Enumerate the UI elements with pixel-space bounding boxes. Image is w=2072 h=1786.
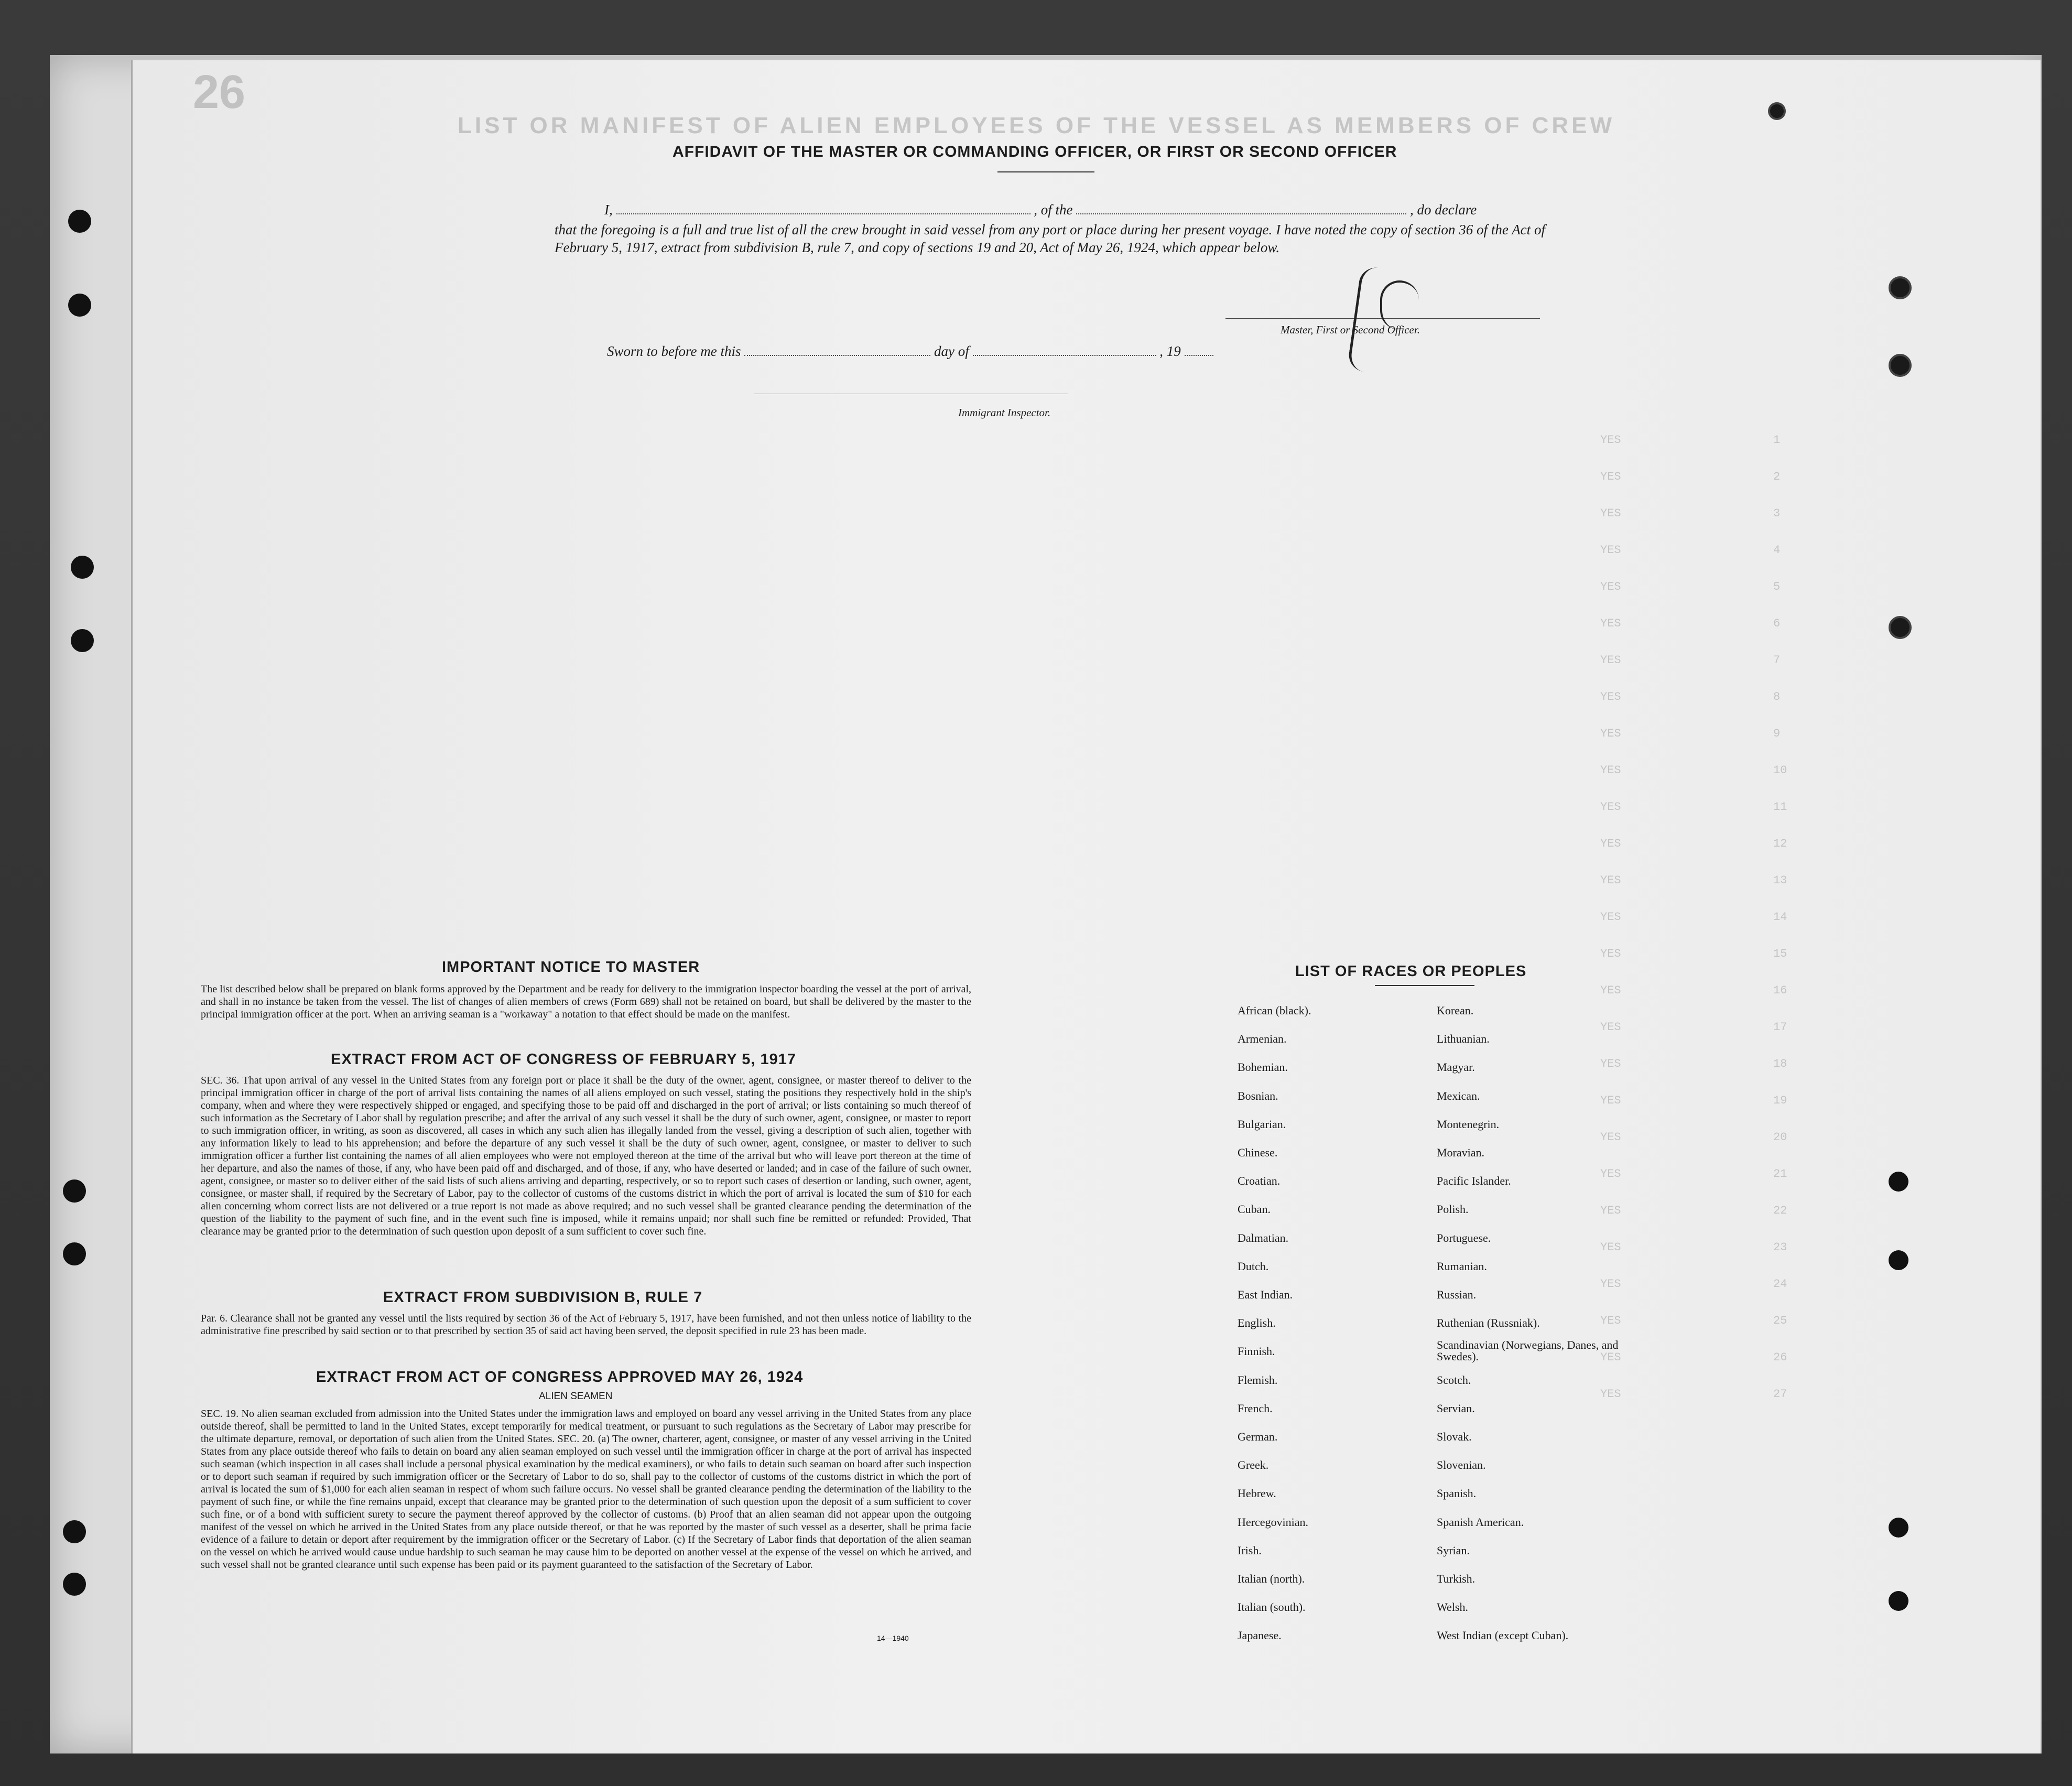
- race-item: Spanish.: [1437, 1487, 1477, 1500]
- race-item: Korean.: [1437, 1004, 1474, 1017]
- form-number: 14—1940: [877, 1634, 909, 1642]
- race-item: Slovenian.: [1437, 1458, 1486, 1472]
- page-hole: [1889, 1172, 1908, 1192]
- race-item: Chinese.: [1238, 1146, 1278, 1159]
- races-title: LIST OF RACES OR PEOPLES: [1295, 963, 1527, 980]
- binder-hole: [71, 629, 94, 652]
- race-item: Japanese.: [1238, 1629, 1282, 1642]
- declarant-name-field[interactable]: [616, 203, 1030, 214]
- extract-1917-text: SEC. 36. That upon arrival of any vessel in the United States from any foreign port or place it shall be the duty of the owner, agent, consignee, or master thereof to deliver to the principal immigration officer in charge of the port of arrival lists containing the names of all aliens employed on such vessel, stating the positions they respectively hold in the ship's company, when and where they were respectively shipped or engaged, and specifying those to be paid off and discharged in the port of arrival; or lists containing so much thereof of such information as the Secretary of Labor shall by regulation prescribe; and after the arrival of any such vessel it shall be the duty of such owner, agent, consignee, or master to report to such immigration officer, in writing, as soon as discovered, all cases in which any such alien has illegally landed from the vessel, giving a description of such alien, together with any information likely to lead to his apprehension; and before the departure of any such vessel it shall be the duty of such owner, agent, consignee, or master to deliver to such immigration officer a further list containing the names of all alien employees who were not employed thereon at the time of the arrival but who will leave port thereon at the time of her departure, and also the names of those, if any, who have been paid off and discharged, and of those, if any, who have deserted or landed; and in case of the failure of such owner, agent, consignee, or master so to deliver either of the said lists of such aliens arriving and departing, respectively, or so to report such cases of desertion or landing, such owner, agent, consignee, or master shall, if required by the Secretary of Labor, pay to the collector of customs of the customs district in which the port of arrival is located the sum of $10 for each alien concerning whom correct lists are not delivered or a true report is not made as above required; and no such vessel shall be granted clearance pending the determination of the question of the liability to the payment of such fine, and in the event such fine is imposed, while it remains unpaid; nor shall such fine be remitted or refunded: Provided, That clearance may be granted prior to the determination of such question upon deposit of a sum sufficient to cover such fine.: [201, 1075, 971, 1237]
- race-item: Montenegrin.: [1437, 1117, 1500, 1131]
- ghost-page-number: 26: [193, 66, 246, 118]
- race-item: Hebrew.: [1238, 1487, 1276, 1500]
- race-item: Polish.: [1437, 1203, 1469, 1216]
- race-item: Servian.: [1437, 1401, 1475, 1415]
- race-item: Bulgarian.: [1238, 1117, 1286, 1131]
- notice-title: IMPORTANT NOTICE TO MASTER: [442, 959, 700, 976]
- sworn-line: [607, 343, 1213, 360]
- race-item: Croatian.: [1238, 1174, 1281, 1188]
- race-item: Lithuanian.: [1437, 1032, 1490, 1046]
- page-hole: [1889, 1250, 1908, 1270]
- page-hole: [1889, 276, 1912, 299]
- race-item: Slovak.: [1437, 1430, 1472, 1443]
- page-hole: [1889, 1518, 1908, 1538]
- declaration-line: [604, 202, 1477, 218]
- race-item: German.: [1238, 1430, 1278, 1443]
- master-signature: [1380, 280, 1419, 330]
- sworn-label: Sworn to before me this: [607, 343, 741, 359]
- binder-hole: [63, 1520, 86, 1543]
- race-item: Italian (north).: [1238, 1572, 1305, 1585]
- manifest-page: [131, 60, 2041, 1753]
- race-item: Pacific Islander.: [1437, 1174, 1511, 1188]
- of-the-label: , of the: [1034, 202, 1073, 218]
- race-item: Italian (south).: [1238, 1600, 1306, 1614]
- affidavit-title: AFFIDAVIT OF THE MASTER OR COMMANDING OFFICER, OR FIRST OR SECOND OFFICER: [672, 143, 1397, 160]
- page-hole: [1889, 616, 1912, 639]
- binder-hole: [63, 1573, 86, 1596]
- ghost-rows: 1 2 3 4 5 6 7 8 9 10 11 12 13 14 15 16 17 18 19 20 21 22 23 24 25 26 27: [1773, 434, 1787, 1401]
- race-item: Hercegovinian.: [1238, 1515, 1308, 1529]
- race-item: Moravian.: [1437, 1146, 1485, 1159]
- race-item: Mexican.: [1437, 1089, 1480, 1102]
- race-item: Bohemian.: [1238, 1060, 1288, 1074]
- race-item: Welsh.: [1437, 1600, 1468, 1614]
- page-hole: [1889, 354, 1912, 377]
- race-item: Dutch.: [1238, 1259, 1269, 1273]
- ghost-header: LIST OR MANIFEST OF ALIEN EMPLOYEES OF THE VESSEL AS MEMBERS OF CREW: [458, 113, 1615, 138]
- race-item: Portuguese.: [1437, 1231, 1491, 1244]
- race-item: Irish.: [1238, 1543, 1262, 1557]
- binder-hole: [68, 210, 91, 233]
- binder-hole: [68, 294, 91, 317]
- page-hole: [1768, 102, 1786, 120]
- race-item: African (black).: [1238, 1004, 1311, 1017]
- race-item: Scandinavian (Norwegians, Danes, and Swedes).: [1437, 1338, 1619, 1363]
- race-item: Spanish American.: [1437, 1515, 1524, 1529]
- alien-seamen-subtitle: ALIEN SEAMEN: [539, 1391, 613, 1402]
- race-item: East Indian.: [1238, 1288, 1293, 1301]
- race-item: Rumanian.: [1437, 1259, 1487, 1273]
- race-item: Scotch.: [1437, 1373, 1471, 1387]
- race-item: Cuban.: [1238, 1203, 1271, 1216]
- race-item: West Indian (except Cuban).: [1437, 1629, 1569, 1642]
- race-item: Greek.: [1238, 1458, 1269, 1472]
- race-item: Flemish.: [1238, 1373, 1278, 1387]
- pencil-note: [1820, 1604, 1856, 1633]
- declarant-label: I,: [604, 202, 613, 218]
- race-item: Ruthenian (Russniak).: [1437, 1316, 1540, 1330]
- race-item: French.: [1238, 1401, 1273, 1415]
- race-item: Dalmatian.: [1238, 1231, 1289, 1244]
- race-item: Bosnian.: [1238, 1089, 1278, 1102]
- extract-1924-text: SEC. 19. No alien seaman excluded from admission into the United States under the immigration laws and employed on board any vessel arriving in the United States from any place outside thereof, shall be permitted to land in the United States, except temporarily for medical treatment, or pursuant to such regulations as the Secretary of Labor may prescribe for the ultimate departure, removal, or deportation of such alien from the United States. SEC. 20. (a) The owner, charterer, agent, consignee, or master of any vessel arriving in the United States from any place outside thereof who fails to detain on board any alien seaman employed on such vessel until the immigration officer in charge at the port of arrival has inspected such seaman (which inspection in all cases shall include a personal physical examination by the medical examiners), or who fails to detain such seaman on board after such inspection or to deport such seaman if required by such immigration officer or the Secretary of Labor to do so, shall pay to the collector of customs of the customs district in which the port of arrival is located the sum of $1,000 for each alien seaman in respect of whom such failure occurs. No vessel shall be granted clearance pending the determination of the liability to the payment of such fine, or while the fine remains unpaid, except that clearance may be granted prior to the determination of such question upon the deposit of a sum sufficient to cover such fine, or of a bond with sufficient surety to secure the payment thereof approved by the collector of customs. (b) Proof that an alien seaman did not appear upon the outgoing manifest of the vessel on which he arrived in the United States from any place outside thereof, or that he was reported by the master of such vessel as a deserter, shall be prima facie evidence of a failure to detain or deport after requirement by the immigration officer or the Secretary of Labor. (c) If the Secretary of Labor finds that deportation of the alien seaman on the vessel on which he arrived would cause undue hardship to such seaman he may cause him to be deported on another vessel at the expense of the vessel on which he arrived, and such vessel shall not be granted clearance until such expense has been paid or its payment guaranteed to the satisfaction of the Secretary of Labor.: [201, 1408, 971, 1571]
- day-of-label: day of: [934, 343, 969, 359]
- page-hole: [1889, 1591, 1908, 1611]
- race-item: Syrian.: [1437, 1543, 1470, 1557]
- rule7-text: Par. 6. Clearance shall not be granted any vessel until the lists required by section 36 of the Act of February 5, 1917, have been furnished, and not then unless notice of liability to the administrative fine prescribed by said section or to that prescribed by section 35 of said act having been served, the deposit specified in rule 23 has been made.: [201, 1313, 971, 1337]
- inspector-caption: Immigrant Inspector.: [958, 406, 1051, 419]
- ghost-rows: YES YES YES YES YES YES YES YES YES YES YES YES YES YES YES YES YES YES YES YES YES YES YES YES YES YES YES: [1600, 434, 1621, 1401]
- extract-1924-title: EXTRACT FROM ACT OF CONGRESS APPROVED MAY 26, 1924: [316, 1369, 804, 1385]
- race-item: Finnish.: [1238, 1345, 1275, 1358]
- title-rule: [997, 171, 1094, 172]
- binder-hole: [71, 556, 94, 579]
- sworn-month-field[interactable]: [973, 344, 1156, 356]
- extract-1917-title: EXTRACT FROM ACT OF CONGRESS OF FEBRUARY 5, 1917: [331, 1051, 797, 1068]
- master-caption: Master, First or Second Officer.: [1281, 323, 1420, 336]
- race-item: English.: [1238, 1316, 1276, 1330]
- vessel-name-field[interactable]: [1076, 203, 1406, 214]
- race-item: Russian.: [1437, 1288, 1477, 1301]
- binder-hole: [63, 1242, 86, 1265]
- race-item: Turkish.: [1437, 1572, 1476, 1585]
- declare-label: , do declare: [1410, 202, 1477, 218]
- notice-text: The list described below shall be prepared on blank forms approved by the Department and be ready for delivery to the immigration inspector boarding the vessel at the port of arrival, and shall in no instance be taken from the vessel. The list of changes of alien members of crews (Form 689) shall not be retained on board, but shall be delivered by the master to the principal immigration officer at the port. When an arriving seaman is a "workaway" a notation to that effect should be made on the manifest.: [201, 983, 971, 1020]
- race-item: Magyar.: [1437, 1060, 1475, 1074]
- affidavit-body: that the foregoing is a full and true list of all the crew brought in said vessel from any port or place during her present voyage. I have noted the copy of section 36 of the Act of February 5, 1917, extract from subdivision B, rule 7, and copy of sections 19 and 20, Act of May 26, 1924, which appear below.: [555, 222, 1545, 255]
- sworn-year-field[interactable]: [1185, 344, 1213, 356]
- sworn-day-field[interactable]: [744, 344, 930, 356]
- binder-hole: [63, 1179, 86, 1203]
- races-title-rule: [1375, 985, 1474, 986]
- year-label: , 19: [1159, 343, 1181, 359]
- race-item: Armenian.: [1238, 1032, 1287, 1046]
- rule7-title: EXTRACT FROM SUBDIVISION B, RULE 7: [383, 1289, 703, 1306]
